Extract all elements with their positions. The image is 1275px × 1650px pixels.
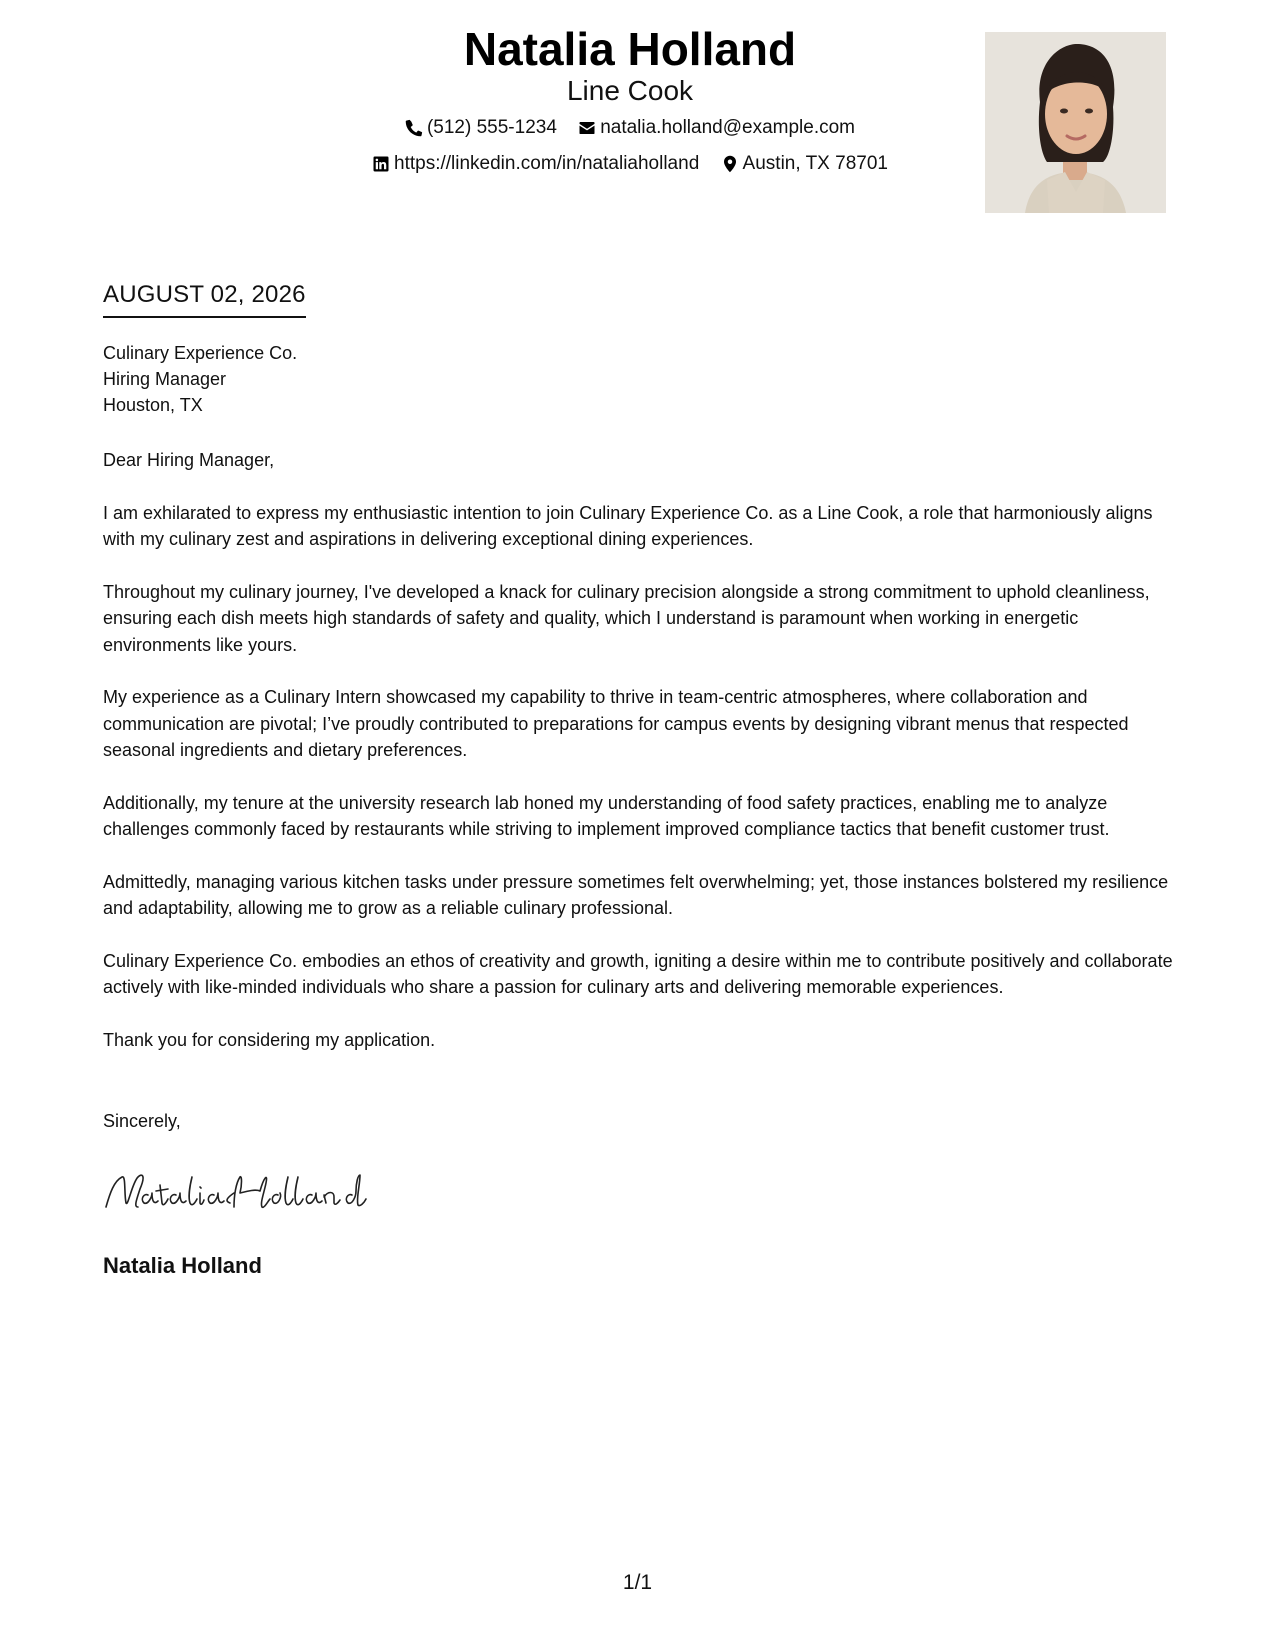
letter-date: AUGUST 02, 2026 — [103, 280, 306, 318]
phone-text: (512) 555-1234 — [426, 117, 557, 138]
contact-row-primary — [320, 116, 940, 144]
linkedin-icon — [372, 155, 390, 173]
contact-linkedin[interactable] — [372, 152, 699, 176]
closing: Sincerely, — [103, 1111, 181, 1131]
salutation: Dear Hiring Manager, — [103, 450, 275, 470]
contact-phone[interactable] — [405, 116, 557, 140]
recipient-company: Culinary Experience Co. — [103, 343, 298, 363]
body-paragraph: Throughout my culinary journey, I've developed a knack for culinary precision alongside a strong commitment to uphold cleanliness, ensuring each dish meets high standards of safety and quality, which I understand is paramount when working in energetic environments like yours. — [103, 581, 1150, 655]
linkedin-text: https://linkedin.com/in/nataliaholland — [394, 153, 700, 174]
email-text: natalia.holland@example.com — [600, 117, 856, 138]
page-number: 1/1 — [622, 1571, 653, 1594]
applicant-name: Natalia Holland — [463, 23, 797, 75]
portrait-illustration — [985, 32, 1166, 213]
body-paragraph: Culinary Experience Co. embodies an ethos of creativity and growth, igniting a desire within me to contribute positively and collaborate actively with like-minded individuals who share a passion for culinary arts and delivering memorable experiences. — [103, 950, 1173, 997]
contact-row-secondary — [320, 152, 940, 180]
recipient-city: Houston, TX — [103, 395, 203, 415]
body-paragraph: Additionally, my tenure at the university research lab honed my understanding of food safety practices, enabling me to analyze challenges commonly faced by restaurants while striving to implement improved compliance tactics that benefit customer trust. — [103, 792, 1110, 839]
signer-name: Natalia Holland — [103, 1253, 262, 1278]
phone-icon — [405, 119, 423, 137]
profile-photo — [985, 32, 1166, 213]
location-text: Austin, TX 78701 — [742, 153, 888, 174]
contact-email[interactable] — [578, 116, 855, 140]
handwritten-signature — [100, 1163, 370, 1223]
envelope-icon — [578, 119, 596, 137]
body-paragraph: I am exhilarated to express my enthusiastic intention to join Culinary Experience Co. as a Line Cook, a role that harmoniously aligns with my culinary zest and aspirations in delivering exceptional dining experiences. — [103, 502, 1153, 549]
contact-location — [721, 152, 888, 176]
map-pin-icon — [721, 155, 739, 173]
body-paragraph: Admittedly, managing various kitchen tasks under pressure sometimes felt overwhelming; yet, those instances bolstered my resilience and adaptability, allowing me to grow as a reliable culinary professional. — [103, 871, 1169, 918]
job-title: Line Cook — [566, 75, 694, 106]
body-paragraph: My experience as a Culinary Intern showcased my capability to thrive in team-centric atmospheres, where collaboration and communication are pivotal; I’ve proudly contributed to preparations for campus events by designing vibrant menus that respected seasonal ingredients and dietary preferences. — [103, 687, 1129, 760]
recipient-block — [103, 340, 297, 418]
recipient-role: Hiring Manager — [103, 369, 227, 389]
letter-header — [320, 22, 940, 180]
letter-body — [103, 447, 1183, 1079]
body-paragraph: Thank you for considering my application. — [103, 1029, 436, 1050]
